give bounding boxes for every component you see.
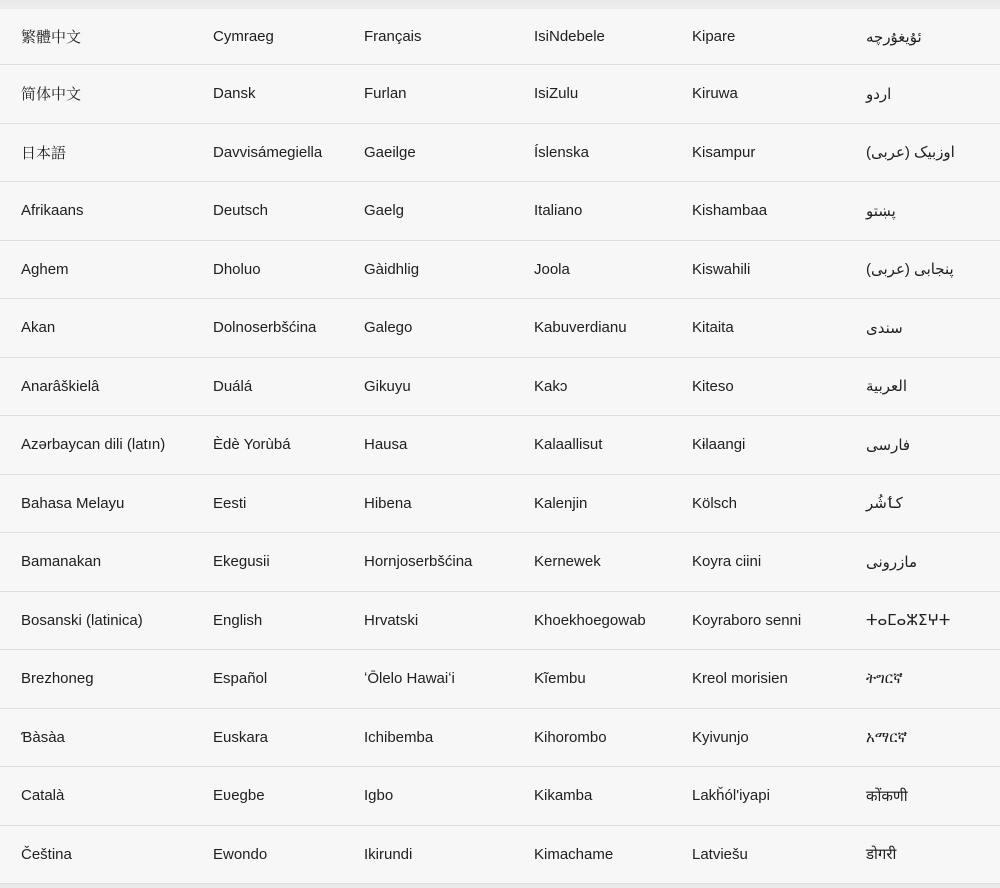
language-row bbox=[0, 416, 1000, 475]
language-option[interactable]: Kipare bbox=[692, 28, 736, 45]
language-option[interactable]: Ɓàsàa bbox=[21, 728, 65, 746]
language-option[interactable]: Kernewek bbox=[534, 553, 601, 571]
language-row bbox=[0, 65, 1000, 124]
language-option[interactable]: Ichibemba bbox=[364, 728, 434, 746]
language-option[interactable]: Kalaallisut bbox=[534, 436, 603, 454]
language-option[interactable]: Kiruwa bbox=[692, 85, 738, 103]
language-option[interactable]: سندی bbox=[866, 319, 903, 337]
language-option[interactable]: ⵜⴰⵎⴰⵣⵉⵖⵜ bbox=[866, 612, 951, 630]
language-option[interactable]: Duálá bbox=[213, 377, 253, 395]
language-option[interactable]: Kalenjin bbox=[534, 494, 588, 512]
language-option[interactable]: Gaeilge bbox=[364, 143, 416, 161]
language-option[interactable]: Latviešu bbox=[692, 845, 748, 863]
language-option[interactable]: Eʋegbe bbox=[213, 787, 265, 805]
language-option[interactable]: Dansk bbox=[213, 85, 256, 103]
language-row bbox=[0, 3, 1000, 65]
language-row bbox=[0, 299, 1000, 358]
language-option[interactable]: डोगरी bbox=[866, 846, 897, 864]
language-option[interactable]: Kihorombo bbox=[534, 728, 607, 746]
language-row bbox=[0, 650, 1000, 709]
language-option[interactable]: Aghem bbox=[21, 260, 69, 278]
language-option[interactable]: مازرونی bbox=[866, 553, 918, 571]
language-option[interactable]: ئۇيغۇرچە bbox=[866, 28, 922, 46]
language-option[interactable]: ትግርኛ bbox=[866, 670, 903, 688]
language-option[interactable]: Igbo bbox=[364, 787, 394, 805]
language-option[interactable]: Kölsch bbox=[692, 494, 738, 512]
language-option[interactable]: English bbox=[213, 611, 263, 629]
language-option[interactable]: Bosanski (latinica) bbox=[21, 611, 143, 629]
language-option[interactable]: اردو bbox=[866, 85, 892, 103]
language-option[interactable]: Joola bbox=[534, 260, 570, 278]
language-option[interactable]: Dolnoserbšćina bbox=[213, 319, 317, 337]
language-option[interactable]: Hausa bbox=[364, 436, 408, 454]
language-option[interactable]: 繁體中文 bbox=[21, 29, 82, 46]
language-option[interactable]: Bahasa Melayu bbox=[21, 494, 125, 512]
language-option[interactable]: IsiZulu bbox=[534, 85, 579, 103]
language-option[interactable]: Deutsch bbox=[213, 202, 269, 220]
language-option[interactable]: Kabuverdianu bbox=[534, 319, 627, 337]
language-option[interactable]: Anarâškielâ bbox=[21, 377, 100, 395]
language-option[interactable]: Furlan bbox=[364, 85, 407, 103]
language-option[interactable]: Galego bbox=[364, 319, 413, 337]
language-option[interactable]: Kiswahili bbox=[692, 260, 751, 278]
language-option[interactable]: Dholuo bbox=[213, 260, 261, 278]
language-option[interactable]: 日本語 bbox=[21, 144, 67, 162]
language-option[interactable]: Afrikaans bbox=[21, 202, 84, 220]
language-row bbox=[0, 826, 1000, 885]
language-option[interactable]: العربية bbox=[866, 378, 907, 396]
language-option[interactable]: Kiteso bbox=[692, 377, 734, 395]
language-option[interactable]: Koyraboro senni bbox=[692, 611, 802, 629]
language-option[interactable]: Lakȟól'iyapi bbox=[692, 787, 770, 805]
language-option[interactable]: Français bbox=[364, 28, 422, 45]
language-row bbox=[0, 709, 1000, 768]
language-option[interactable]: Khoekhoegowab bbox=[534, 611, 646, 629]
language-option[interactable]: Davvisámegiella bbox=[213, 143, 323, 161]
language-row bbox=[0, 767, 1000, 826]
language-row bbox=[0, 241, 1000, 300]
language-option[interactable]: Español bbox=[213, 670, 268, 688]
language-row bbox=[0, 182, 1000, 241]
language-option[interactable]: Kisampur bbox=[692, 143, 756, 161]
language-option[interactable]: አማርኛ bbox=[866, 728, 908, 746]
language-option[interactable]: Azərbaycan dili (latın) bbox=[21, 436, 166, 454]
language-option[interactable]: پښتو bbox=[866, 202, 896, 220]
language-option[interactable]: Brezhoneg bbox=[21, 670, 94, 688]
language-option[interactable]: Gikuyu bbox=[364, 377, 411, 395]
language-option[interactable]: 简体中文 bbox=[21, 86, 82, 104]
language-option[interactable]: اوزبیک (عربی) bbox=[866, 144, 955, 162]
language-option[interactable]: Kishambaa bbox=[692, 202, 768, 220]
language-row bbox=[0, 358, 1000, 417]
language-option[interactable]: ʻŌlelo Hawaiʻi bbox=[364, 670, 455, 688]
language-option[interactable]: Íslenska bbox=[534, 143, 590, 161]
language-option[interactable]: Català bbox=[21, 787, 65, 805]
language-option[interactable]: Èdè Yorùbá bbox=[213, 436, 291, 454]
language-option[interactable]: IsiNdebele bbox=[534, 28, 605, 45]
language-option[interactable]: Gaelg bbox=[364, 202, 405, 220]
language-option[interactable]: Kikamba bbox=[534, 787, 593, 805]
language-option[interactable]: فارسی bbox=[866, 436, 911, 454]
language-option[interactable]: Eesti bbox=[213, 494, 247, 512]
language-option[interactable]: Kyivunjo bbox=[692, 728, 749, 746]
language-option[interactable]: Akan bbox=[21, 319, 56, 337]
language-option[interactable]: Kɨlaangi bbox=[692, 436, 746, 454]
language-option[interactable]: Hrvatski bbox=[364, 611, 419, 629]
language-option[interactable]: Kimachame bbox=[534, 845, 614, 863]
language-row bbox=[0, 124, 1000, 183]
language-option[interactable]: Gàidhlig bbox=[364, 260, 420, 278]
language-option[interactable]: Kreol morisien bbox=[692, 670, 788, 688]
language-row bbox=[0, 475, 1000, 534]
language-option[interactable]: Bamanakan bbox=[21, 553, 102, 571]
language-option[interactable]: Kitaita bbox=[692, 319, 734, 337]
language-option[interactable]: کٲشُر bbox=[866, 495, 903, 513]
language-option[interactable]: कोंकणी bbox=[866, 787, 908, 805]
language-option[interactable]: Hornjoserbšćina bbox=[364, 553, 473, 571]
language-option[interactable]: Cymraeg bbox=[213, 28, 274, 45]
language-option[interactable]: Kĩembu bbox=[534, 670, 586, 688]
language-row bbox=[0, 533, 1000, 592]
language-grid bbox=[0, 3, 1000, 884]
language-option[interactable]: Koyra ciini bbox=[692, 553, 762, 571]
language-option[interactable]: Hibena bbox=[364, 494, 412, 512]
language-option[interactable]: Ikirundi bbox=[364, 845, 413, 863]
language-option[interactable]: Euskara bbox=[213, 728, 269, 746]
language-row bbox=[0, 592, 1000, 651]
language-option[interactable]: Ewondo bbox=[213, 845, 268, 863]
language-option[interactable]: Čeština bbox=[21, 845, 72, 863]
language-option[interactable]: پنجابی (عربی) bbox=[866, 261, 954, 279]
language-option[interactable]: Ekegusii bbox=[213, 553, 270, 571]
language-option[interactable]: Italiano bbox=[534, 202, 583, 220]
language-option[interactable]: Kakɔ bbox=[534, 377, 568, 395]
